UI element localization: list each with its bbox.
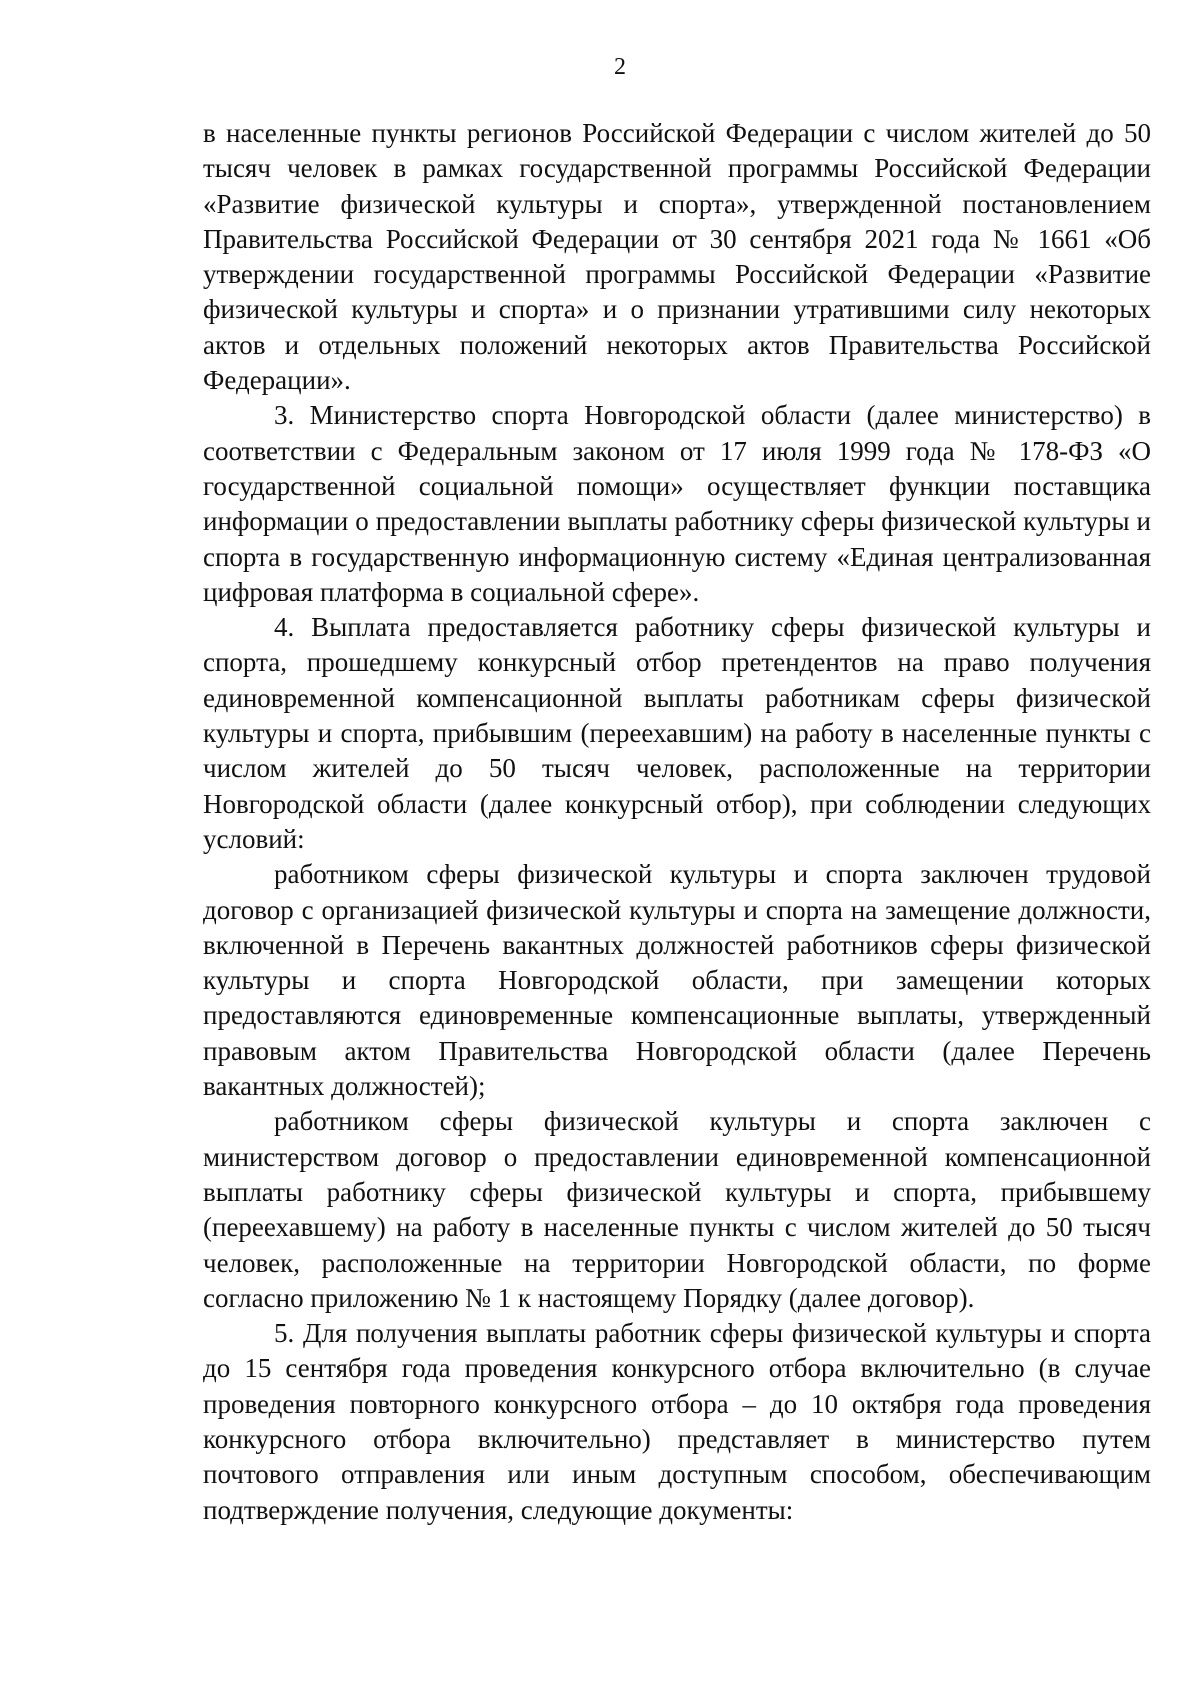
paragraph-condition-ministry-agreement: работником сферы физической культуры и спорта заключен с министерством договор о предоставлении единовременной компенсационной выплаты работнику сферы физической культуры и спорта, прибывшему (переехавшему) на работу в населенные пункты с числом жителей до 50 тысяч человек, расположенные на территории Новгородской области, по форме согласно приложению № 1 к настоящему Порядку (далее договор). xyxy=(203,1106,1151,1313)
paragraph-item-5: 5. Для получения выплаты работник сферы физической культуры и спорта до 15 сентября года проведения конкурсного отбора включительно (в случае проведения повторного конкурсного отбора – до 10 октября года проведения конкурсного отбора включительно) представляет в министерство путем почтового отправления или иным доступным способом, обеспечивающим подтверждение получения, следующие документы: xyxy=(203,1318,1151,1525)
document-body xyxy=(203,116,1151,1528)
page-number: 2 xyxy=(614,54,626,80)
paragraph-continuation: в населенные пункты регионов Российской Федерации с числом жителей до 50 тысяч человек в рамках государственной программы Российской Федерации «Развитие физической культуры и спорта», утвержденной постановлением Правительства Российской Федерации от 30 сентября 2021 года № 1661 «Об утверждении государственной программы Российской Федерации «Развитие физической культуры и спорта» и о признании утратившими силу некоторых актов и отдельных положений некоторых актов Правительства Российской Федерации». xyxy=(203,118,1151,396)
paragraph-item-3: 3. Министерство спорта Новгородской области (далее министерство) в соответствии с Федеральным законом от 17 июля 1999 года № 178-ФЗ «О государственной социальной помощи» осуществляет функции поставщика информации о предоставлении выплаты работнику сферы физической культуры и спорта в государственную информационную систему «Единая централизованная цифровая платформа в социальной сфере». xyxy=(203,400,1151,607)
paragraph-condition-employment-contract: работником сферы физической культуры и спорта заключен трудовой договор с организацией физической культуры и спорта на замещение должности, включенной в Перечень вакантных должностей работников сферы физической культуры и спорта Новгородской области, при замещении которых предоставляются единовременные компенсационные выплаты, утвержденный правовым актом Правительства Новгородской области (далее Перечень вакантных должностей); xyxy=(203,859,1151,1102)
paragraph-item-4: 4. Выплата предоставляется работнику сферы физической культуры и спорта, прошедшему конкурсный отбор претендентов на право получения единовременной компенсационной выплаты работникам сферы физической культуры и спорта, прибывшим (переехавшим) на работу в населенные пункты с числом жителей до 50 тысяч человек, расположенные на территории Новгородской области (далее конкурсный отбор), при соблюдении следующих условий: xyxy=(203,612,1151,854)
